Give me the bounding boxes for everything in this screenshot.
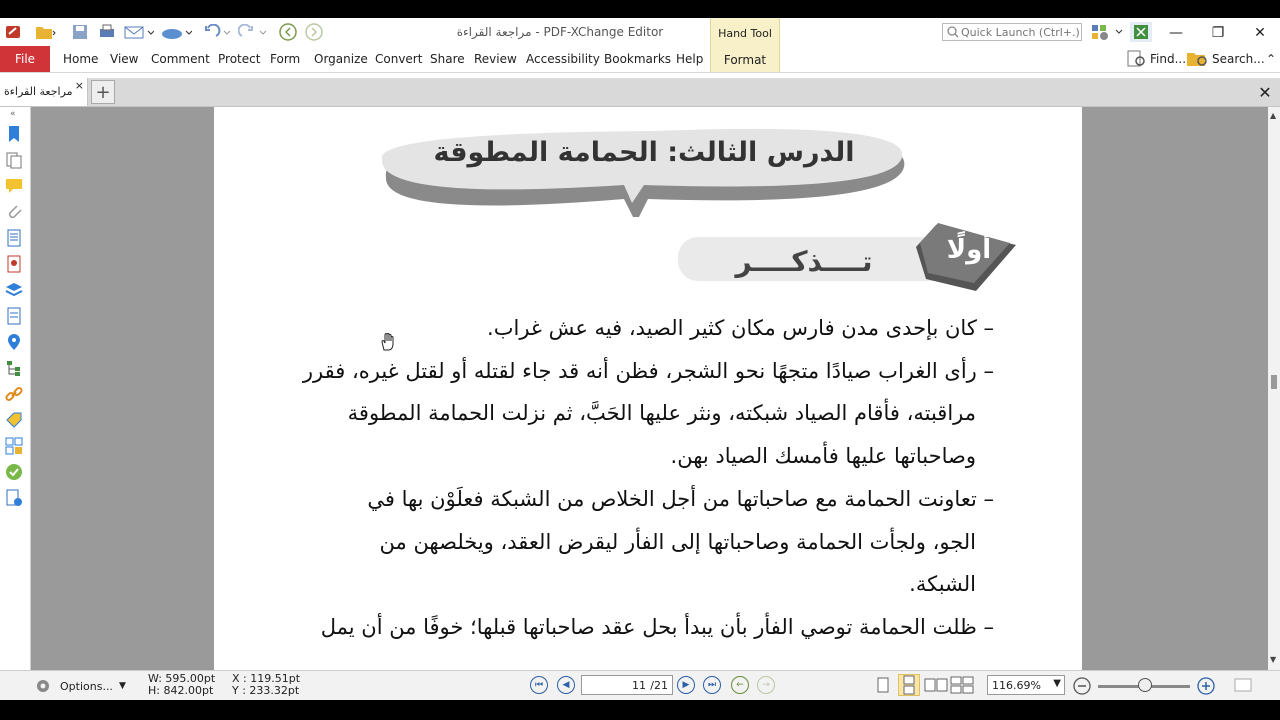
zoom-out-button[interactable] (1072, 676, 1092, 696)
facing-continuous-view[interactable] (950, 676, 974, 694)
text-line: وصاحباتها عليها فأمسك الصياد بهن. (670, 444, 976, 468)
search-button[interactable] (1186, 46, 1265, 72)
hand-tool-context-tab[interactable] (710, 18, 780, 72)
menu-view[interactable]: View (110, 52, 139, 66)
attachments-icon[interactable] (5, 203, 23, 221)
status-bar (0, 670, 1280, 700)
lesson-title: الدرس الثالث: الحمامة المطوقة (433, 137, 855, 168)
zoom-out-icon (1072, 676, 1092, 696)
menu-organize[interactable]: Organize (314, 52, 368, 66)
pdf-page[interactable] (214, 107, 1082, 670)
field-properties-icon[interactable] (5, 489, 23, 507)
zoom-in-button[interactable] (1196, 676, 1216, 696)
undo-icon[interactable] (200, 22, 234, 42)
back-view-icon[interactable] (278, 22, 298, 42)
cursor-coordinates (218, 673, 300, 697)
zoom-dropdown-icon[interactable]: ▼ (1053, 678, 1061, 689)
menu-convert[interactable]: Convert (375, 52, 423, 66)
properties-icon[interactable] (5, 307, 23, 325)
forward-view-icon[interactable] (304, 22, 324, 42)
single-page-view[interactable] (874, 676, 892, 694)
file-menu-button[interactable]: File (0, 46, 50, 72)
fullscreen-icon[interactable] (1130, 22, 1152, 42)
single-page-icon (874, 676, 892, 694)
menu-share[interactable]: Share (430, 52, 465, 66)
title-bar (0, 18, 1280, 46)
chevron-down-icon: ▼ (118, 681, 126, 691)
content-icon[interactable] (5, 229, 23, 247)
page-number-field[interactable] (581, 675, 673, 695)
menu-bookmarks[interactable]: Bookmarks (604, 52, 672, 66)
restore-button[interactable]: ❐ (1211, 25, 1225, 41)
location-icon[interactable] (5, 333, 23, 351)
hand-cursor-icon (380, 333, 396, 351)
page-dimensions (134, 673, 215, 697)
facing-view[interactable] (924, 676, 948, 694)
options-label: Options... (60, 679, 113, 693)
next-view-icon: → (757, 676, 775, 694)
first-page-button[interactable] (530, 676, 548, 694)
print-icon[interactable] (96, 22, 118, 42)
bookmarks-icon[interactable] (5, 125, 23, 143)
fit-page-icon (1234, 677, 1256, 693)
ribbon-collapse-icon[interactable]: ⌃ (1266, 52, 1277, 66)
section-badge: أولًا (946, 235, 992, 265)
redo-icon[interactable] (236, 22, 270, 42)
zoom-value: 116.69% (992, 679, 1041, 692)
cursor-x: X : 119.51pt (232, 672, 301, 685)
close-tab-icon[interactable]: × (74, 79, 84, 92)
find-label: Find... (1150, 52, 1187, 66)
vertical-scrollbar[interactable] (1268, 107, 1280, 670)
quick-launch-input[interactable] (959, 25, 1081, 40)
menu-comment[interactable]: Comment (151, 52, 210, 66)
document-tab-label: مراجعة القراءة (4, 85, 73, 98)
continuous-view[interactable] (898, 674, 920, 696)
minimize-button[interactable]: — (1169, 25, 1183, 41)
scroll-up-icon[interactable]: ▲ (1270, 111, 1277, 120)
tags-icon[interactable] (5, 411, 23, 429)
gear-icon (34, 677, 52, 695)
zoom-in-icon (1196, 676, 1216, 696)
last-page-button[interactable] (703, 676, 721, 694)
email-icon[interactable] (122, 22, 156, 42)
panel-toggle[interactable] (1234, 677, 1256, 693)
text-line: – رأى الغراب صيادًا متجهًا نحو الشجر، فظن أنه قد جاء لقتله أو لقتل غيره، فقرر (302, 359, 994, 383)
previous-view-button[interactable] (731, 676, 749, 694)
save-icon[interactable] (70, 22, 90, 42)
page-width: W: 595.00pt (148, 672, 216, 685)
open-folder-icon[interactable] (30, 22, 60, 42)
zoom-slider-handle[interactable] (1138, 678, 1152, 692)
find-icon (1126, 50, 1148, 68)
facing-continuous-icon (950, 676, 974, 694)
app-logo-icon (4, 22, 22, 42)
next-page-button[interactable] (677, 676, 695, 694)
current-page[interactable]: 11 (632, 679, 646, 692)
close-document-icon[interactable]: ✕ (1258, 82, 1272, 102)
cursor-y: Y : 233.32pt (232, 684, 300, 697)
window-title: مراجعة القراءة - PDF-XChange Editor (456, 25, 664, 39)
pages-icon[interactable] (5, 151, 23, 169)
pdf-editor-window (0, 18, 1280, 700)
zoom-level-select[interactable] (987, 675, 1065, 695)
menu-accessibility[interactable]: Accessibility (526, 52, 600, 66)
menu-protect[interactable]: Protect (218, 52, 261, 66)
search-label: Search... (1212, 52, 1265, 66)
quick-launch-box[interactable] (942, 23, 1082, 41)
layers-icon[interactable] (5, 281, 23, 299)
continuous-page-icon (899, 675, 919, 695)
menu-home[interactable]: Home (63, 52, 99, 66)
organize-pages-icon[interactable] (5, 437, 23, 455)
options-button[interactable] (34, 677, 126, 695)
prev-page-icon: ◀ (557, 676, 575, 694)
new-tab-button[interactable]: + (91, 80, 115, 104)
menu-form[interactable]: Form (270, 52, 301, 66)
text-line: – ظلت الحمامة توصي الفأر بأن يبدأ بحل عقد صاحباتها قبلها؛ خوفًا من أن يمل (320, 615, 994, 639)
search-folder-icon (1186, 50, 1210, 68)
ui-options-icon[interactable] (1088, 22, 1126, 42)
last-page-icon: ⏭ (703, 676, 721, 694)
menu-review[interactable]: Review (474, 52, 517, 66)
structure-icon[interactable] (5, 359, 23, 377)
signatures-icon[interactable] (5, 463, 23, 481)
menu-help[interactable]: Help (676, 52, 704, 66)
comments-icon[interactable] (5, 177, 23, 195)
context-group-label: Hand Tool (718, 27, 772, 40)
text-line: – تعاونت الحمامة مع صاحباتها من أجل الخلاص من الشبكة فعلَوْن بها في (367, 487, 994, 511)
next-page-icon: ▶ (677, 676, 695, 694)
text-line: مراقبته، فأقام الصياد شبكته، ونثر عليها الحَبَّ، ثم نزلت الحمامة المطوقة (347, 401, 976, 425)
text-line: الشبكة. (909, 572, 976, 596)
prev-page-button[interactable] (557, 676, 575, 694)
text-line: الجو، ولجأت الحمامة وصاحباتها إلى الفأر ليقرض العقد، ويخلصهن من (379, 530, 976, 554)
search-icon (947, 26, 959, 38)
scroll-down-icon[interactable]: ▼ (1270, 655, 1277, 664)
document-view[interactable] (31, 107, 1268, 670)
page-height: H: 842.00pt (148, 684, 214, 697)
close-window-button[interactable]: ✕ (1254, 25, 1266, 41)
next-view-button[interactable] (757, 676, 775, 694)
collapse-panel-icon[interactable]: « (10, 109, 16, 119)
previous-view-icon: ← (731, 676, 749, 694)
scroll-thumb[interactable] (1271, 375, 1277, 389)
links-icon[interactable] (5, 385, 23, 403)
facing-pages-icon (924, 676, 948, 694)
destinations-icon[interactable] (5, 255, 23, 273)
document-tab[interactable] (0, 78, 88, 106)
cloud-icon[interactable] (158, 22, 194, 42)
text-line: – كان بإحدى مدن فارس مكان كثير الصيد، فيه عش غراب. (487, 316, 994, 340)
document-tab-strip (0, 78, 1280, 107)
first-page-icon: ⏮ (530, 676, 548, 694)
format-tab[interactable]: Format (723, 53, 767, 67)
find-button[interactable] (1126, 46, 1186, 72)
section-title: تــــذكــــر (735, 245, 873, 278)
navigation-panes-toolbar (0, 107, 31, 670)
total-pages: /21 (650, 679, 668, 692)
